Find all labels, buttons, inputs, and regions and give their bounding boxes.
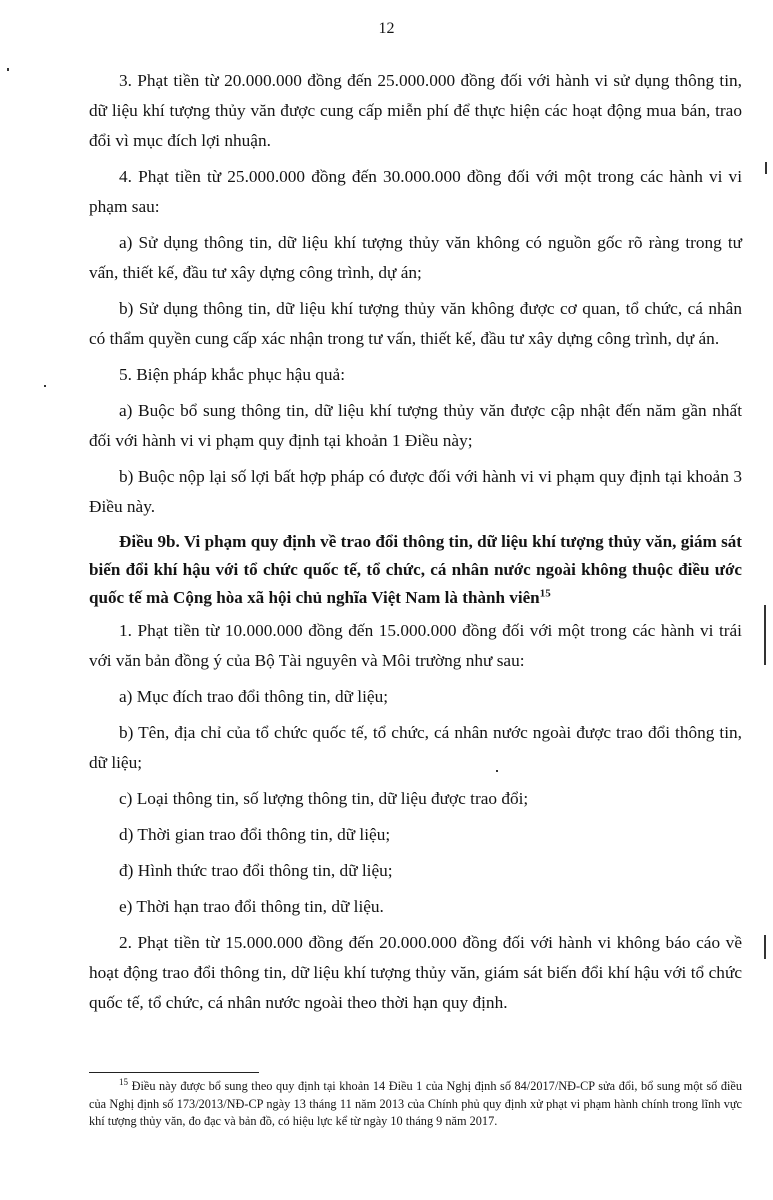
- paragraph-clause-4a: a) Sử dụng thông tin, dữ liệu khí tượng thủy văn không có nguồn gốc rõ ràng trong tư vấn, thiết kế, đầu tư xây dựng công trình, dự án;: [89, 233, 742, 282]
- paragraph-clause-5b: b) Buộc nộp lại số lợi bất hợp pháp có được đối với hành vi vi phạm quy định tại khoản 3 Điều này.: [89, 467, 742, 516]
- paragraph-clause-4b: b) Sử dụng thông tin, dữ liệu khí tượng thủy văn không được cơ quan, tổ chức, cá nhân có thẩm quyền cung cấp xác nhận trong tư vấn, thiết kế, đầu tư xây dựng công trình, dự án.: [89, 299, 742, 348]
- scan-speck: [496, 770, 498, 772]
- footnote-reference[interactable]: 15: [539, 587, 551, 600]
- paragraph-9b-clause-1dd: đ) Hình thức trao đổi thông tin, dữ liệu;: [119, 861, 393, 880]
- paragraph-9b-clause-1e: e) Thời hạn trao đổi thông tin, dữ liệu.: [119, 897, 384, 916]
- document-body: [89, 66, 742, 1024]
- scan-speck: [44, 385, 46, 387]
- footnote-text: Điều này được bổ sung theo quy định tại khoản 14 Điều 1 của Nghị định số 84/2017/NĐ-CP sửa đổi, bổ sung một số điều của Nghị định số 173/2013/NĐ-CP ngày 13 tháng 11 năm 2013 của Chính phủ quy định xử phạt vi phạm hành chính trong lĩnh vực khí tượng thủy văn, đo đạc và bản đồ, có hiệu lực kể từ ngày 10 tháng 9 năm 2017.: [89, 1079, 742, 1128]
- paragraph-9b-clause-1b: b) Tên, địa chỉ của tổ chức quốc tế, tổ chức, cá nhân nước ngoài được trao đổi thông tin, dữ liệu;: [89, 723, 742, 772]
- footnote-separator: [89, 1072, 259, 1073]
- page-number: 12: [378, 20, 395, 37]
- paragraph-9b-clause-1a: a) Mục đích trao đổi thông tin, dữ liệu;: [119, 687, 389, 706]
- article-9b-heading: [89, 528, 742, 612]
- paragraph-9b-clause-2: 2. Phạt tiền từ 15.000.000 đồng đến 20.000.000 đồng đối với hành vi không báo cáo về hoạt động trao đổi thông tin, dữ liệu khí tượng thủy văn, giám sát biến đổi khí hậu với tổ chức quốc tế, tổ chức, cá nhân nước ngoài theo thời hạn quy định.: [89, 933, 742, 1012]
- scan-speck: [7, 68, 9, 71]
- paragraph-9b-clause-1: 1. Phạt tiền từ 10.000.000 đồng đến 15.000.000 đồng đối với một trong các hành vi trái với văn bản đồng ý của Bộ Tài nguyên và Môi trường như sau:: [89, 621, 742, 670]
- article-9b-heading-text: Điều 9b. Vi phạm quy định về trao đổi thông tin, dữ liệu khí tượng thủy văn, giám sát biến đổi khí hậu với tổ chức quốc tế, tổ chức, cá nhân nước ngoài không thuộc điều ước quốc tế mà Cộng hòa xã hội chủ nghĩa Việt Nam là thành viên: [89, 532, 742, 607]
- scan-speck: [764, 935, 766, 959]
- paragraph-9b-clause-1d: d) Thời gian trao đổi thông tin, dữ liệu;: [119, 825, 391, 844]
- paragraph-9b-clause-1c: c) Loại thông tin, số lượng thông tin, dữ liệu được trao đổi;: [119, 789, 529, 808]
- footnote: [89, 1078, 742, 1131]
- paragraph-clause-5a: a) Buộc bổ sung thông tin, dữ liệu khí tượng thủy văn được cập nhật đến năm gần nhất đối với hành vi vi phạm quy định tại khoản 1 Điều này;: [89, 401, 742, 450]
- footnote-number: 15: [119, 1076, 128, 1087]
- paragraph-clause-4: 4. Phạt tiền từ 25.000.000 đồng đến 30.000.000 đồng đối với một trong các hành vi vi phạm sau:: [89, 167, 742, 216]
- scan-speck: [765, 162, 767, 174]
- paragraph-clause-5: 5. Biện pháp khắc phục hậu quả:: [119, 365, 346, 384]
- scan-speck: [764, 605, 766, 665]
- paragraph-clause-3: 3. Phạt tiền từ 20.000.000 đồng đến 25.000.000 đồng đối với hành vi sử dụng thông tin, dữ liệu khí tượng thủy văn được cung cấp miễn phí để thực hiện các hoạt động mua bán, trao đổi vì mục đích lợi nhuận.: [89, 71, 742, 150]
